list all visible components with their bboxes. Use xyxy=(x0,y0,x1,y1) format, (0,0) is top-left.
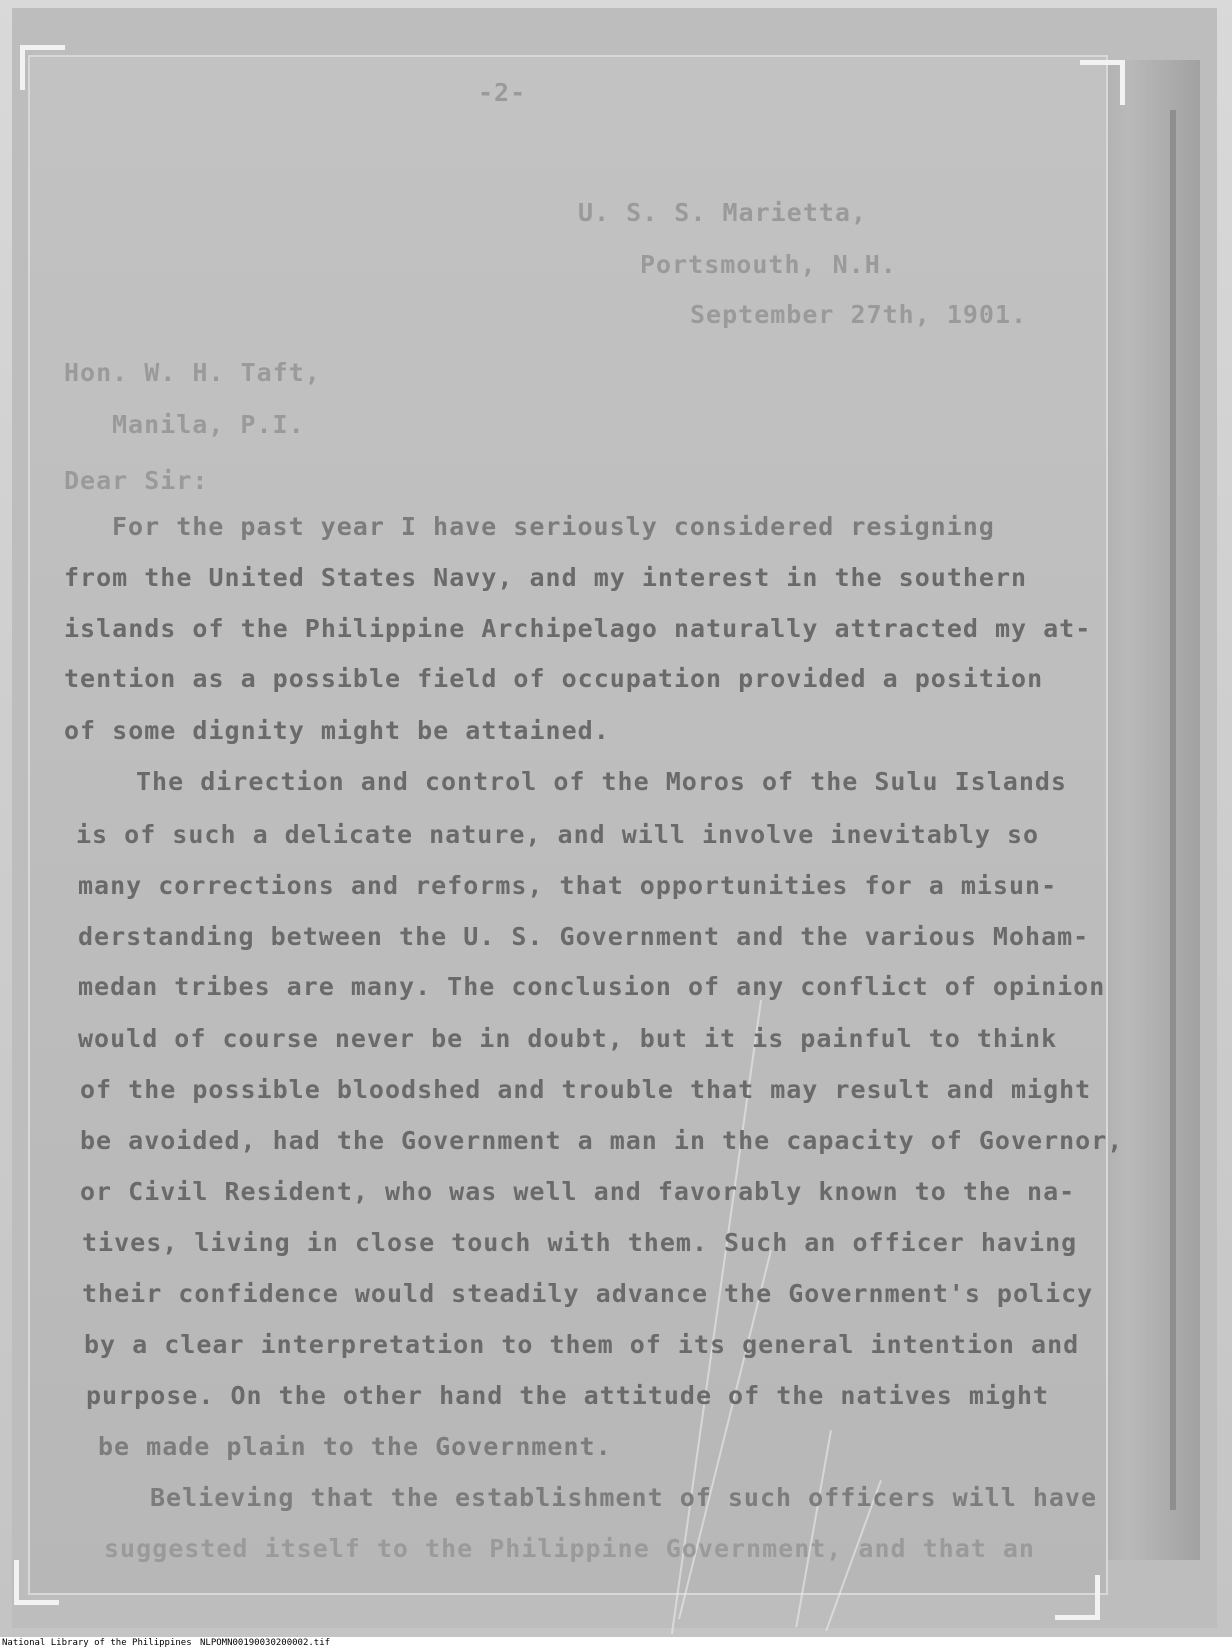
filename-label: NLPOMN00190030200002.tif xyxy=(200,1638,331,1648)
ship-name: U. S. S. Marietta, xyxy=(578,198,867,227)
addressee-name: Hon. W. H. Taft, xyxy=(64,358,321,387)
salutation: Dear Sir: xyxy=(64,466,209,495)
letter-line: of the possible bloodshed and trouble that may result and might xyxy=(80,1075,1092,1104)
letter-line: is of such a delicate nature, and will involve inevitably so xyxy=(76,820,1040,849)
letter-line: tention as a possible field of occupation provided a position xyxy=(64,664,1044,693)
crop-mark-top-right xyxy=(1080,60,1125,105)
crop-mark-bottom-right xyxy=(1055,1575,1100,1620)
letter-line: or Civil Resident, who was well and favorably known to the na- xyxy=(80,1177,1076,1206)
letter-line: be avoided, had the Government a man in the capacity of Governor, xyxy=(80,1126,1124,1155)
date: September 27th, 1901. xyxy=(690,300,1028,329)
letter-line: by a clear interpretation to them of its general intention and xyxy=(84,1330,1080,1359)
crop-mark-top-left xyxy=(20,45,65,90)
letter-line: would of course never be in doubt, but it is painful to think xyxy=(78,1024,1058,1053)
scan-footer xyxy=(0,1637,1232,1650)
page-number: -2- xyxy=(478,78,527,107)
crop-mark-bottom-left xyxy=(14,1560,59,1605)
letter-line: purpose. On the other hand the attitude of the natives might xyxy=(86,1381,1050,1410)
letter-line: medan tribes are many. The conclusion of any conflict of opinion xyxy=(78,972,1106,1001)
place: Portsmouth, N.H. xyxy=(640,250,897,279)
letter-line: Believing that the establishment of such officers will have xyxy=(150,1483,1098,1512)
letter-line: suggested itself to the Philippine Government, and that an xyxy=(104,1534,1035,1563)
letter-line: of some dignity might be attained. xyxy=(64,716,610,745)
letter-line: islands of the Philippine Archipelago naturally attracted my at- xyxy=(64,614,1092,643)
letter-line: For the past year I have seriously considered resigning xyxy=(112,512,995,541)
letter-line: tives, living in close touch with them. Such an officer having xyxy=(82,1228,1078,1257)
letter-line: derstanding between the U. S. Government and the various Moham- xyxy=(78,922,1090,951)
addressee-place: Manila, P.I. xyxy=(112,410,305,439)
back-sheet-edge xyxy=(1170,110,1176,1510)
letter-line: from the United States Navy, and my interest in the southern xyxy=(64,563,1028,592)
letter-line: The direction and control of the Moros of the Sulu Islands xyxy=(136,767,1067,796)
letter-line: be made plain to the Government. xyxy=(98,1432,612,1461)
letter-line: many corrections and reforms, that opportunities for a misun- xyxy=(78,871,1058,900)
letter-line: their confidence would steadily advance the Government's policy xyxy=(82,1279,1094,1308)
institution-label: National Library of the Philippines xyxy=(2,1638,192,1648)
